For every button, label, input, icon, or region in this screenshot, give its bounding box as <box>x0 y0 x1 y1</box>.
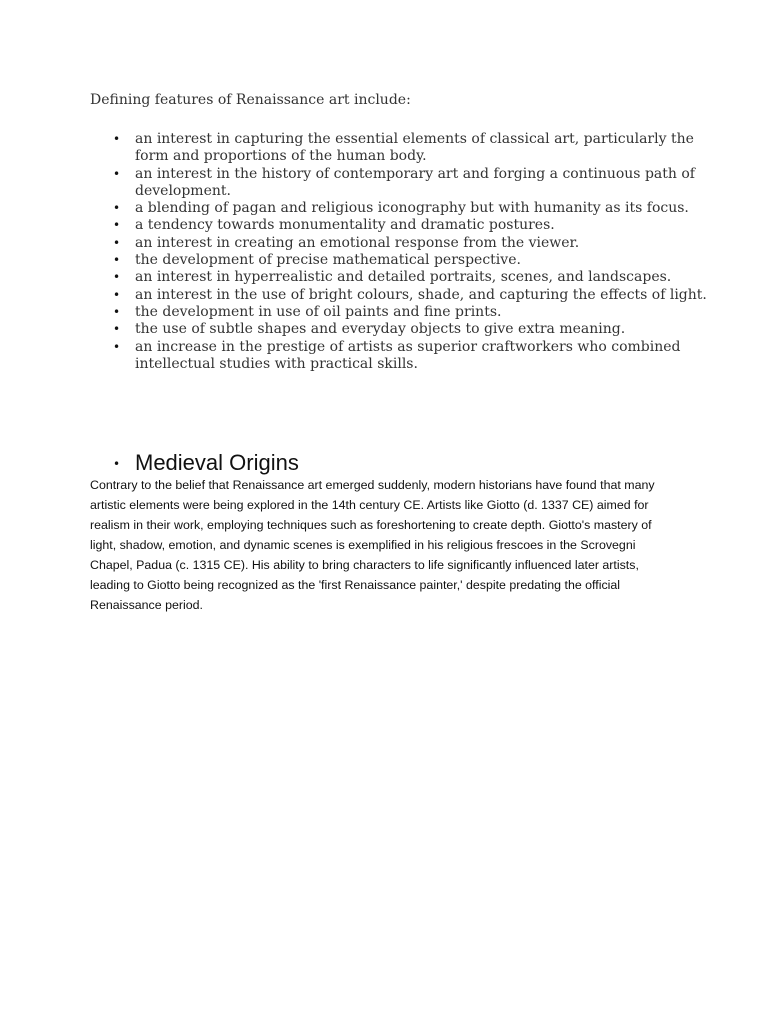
feature-list <box>90 131 725 373</box>
list-item: • an interest in capturing the essential elements of classical art, particularly the form and proportions of the human body. <box>135 131 725 166</box>
list-item: • the use of subtle shapes and everyday objects to give extra meaning. <box>135 321 725 338</box>
list-item: • the development in use of oil paints and fine prints. <box>135 304 725 321</box>
list-item: • an interest in hyperrealistic and detailed portraits, scenes, and landscapes. <box>135 269 725 286</box>
list-item: • an increase in the prestige of artists as superior craftworkers who combined intellectual studies with practical skills. <box>135 339 725 374</box>
list-item: • an interest in the use of bright colours, shade, and capturing the effects of light. <box>135 287 725 304</box>
section-heading: Medieval Origins <box>135 450 299 475</box>
list-item: • an interest in the history of contemporary art and forging a continuous path of development. <box>135 166 725 201</box>
list-item: • a tendency towards monumentality and dramatic postures. <box>135 217 725 234</box>
bullet-icon: • <box>113 457 121 471</box>
section-body-paragraph: Contrary to the belief that Renaissance art emerged suddenly, modern historians have found that many artistic elements were being explored in the 14th century CE. Artists like Giotto (d. 1337 CE) aimed for realism in their work, employing techniques such as foreshortening to create depth. Giotto's mastery of light, shadow, emotion, and dynamic scenes is exemplified in his religious frescoes in the Scrovegni Chapel, Padua (c. 1315 CE). His ability to bring characters to life significantly influenced later artists, leading to Giotto being recognized as the 'first Renaissance painter,' despite predating the official Renaissance period. <box>90 478 655 612</box>
list-item: • the development of precise mathematical perspective. <box>135 252 725 269</box>
list-item: • a blending of pagan and religious iconography but with humanity as its focus. <box>135 200 725 217</box>
list-item: • an interest in creating an emotional response from the viewer. <box>135 235 725 252</box>
intro-paragraph: Defining features of Renaissance art include: <box>90 92 411 108</box>
